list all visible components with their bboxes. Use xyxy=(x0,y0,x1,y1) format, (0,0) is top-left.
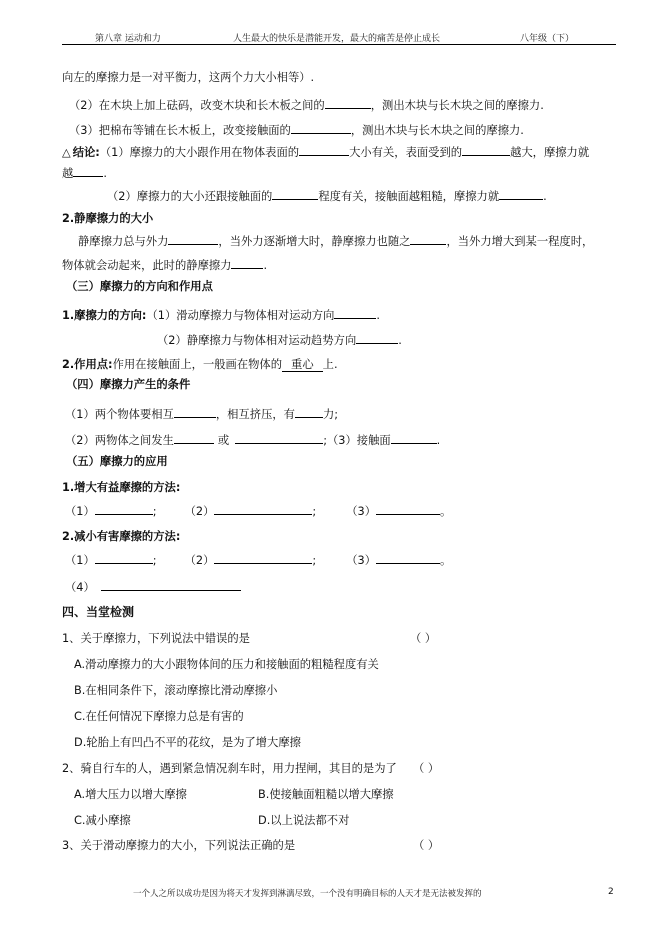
blank-field[interactable] xyxy=(291,122,351,134)
option: B.使接触面粗糙以增大摩擦 xyxy=(258,788,394,801)
option: A.滑动摩擦力的大小跟物体间的压力和接触面的粗糙程度有关 xyxy=(74,658,379,671)
text-line: （2）摩擦力的大小还跟接触面的 程度有关，接触面越粗糙，摩擦力就 . xyxy=(107,190,547,203)
header-grade: 八年级（下） xyxy=(520,34,575,44)
blank-field[interactable] xyxy=(334,307,376,319)
blank-field[interactable] xyxy=(376,552,440,564)
blank-field[interactable] xyxy=(95,503,153,515)
text-line: （1）两个物体要相互 ，相互挤压，有 力; xyxy=(65,408,339,421)
section-heading: 1.增大有益摩擦的方法: xyxy=(62,481,181,494)
option: C.减小摩擦 xyxy=(74,814,131,827)
blank-field[interactable] xyxy=(299,144,349,156)
blank-field[interactable] xyxy=(168,233,218,245)
text-line: （4） xyxy=(65,579,241,595)
text-line: 静摩擦力总与外力 ，当外力逐渐增大时，静摩擦力也随之 ，当外力增大到某一程度时， xyxy=(78,235,594,248)
conclusion-label: 结论: xyxy=(72,146,100,159)
question: 3、关于滑动摩擦力的大小，下列说法正确的是 xyxy=(62,839,296,852)
text-line: 物体就会动起来，此时的静摩擦力 . xyxy=(62,259,268,272)
option: A.增大压力以增大摩擦 xyxy=(74,788,187,801)
blank-field[interactable] xyxy=(214,503,312,515)
blank-field[interactable] xyxy=(499,188,543,200)
text-line: （3）把棉布等铺在长木板上，改变接触面的 ，测出木块与长木块之间的摩擦力. xyxy=(69,124,524,137)
blank-field[interactable] xyxy=(174,406,216,418)
header-divider xyxy=(62,44,616,45)
blank-field[interactable] xyxy=(410,233,446,245)
section-heading: 2.静摩擦力的大小 xyxy=(62,212,154,225)
section-heading: （四）摩擦力产生的条件 xyxy=(66,378,191,391)
blank-field[interactable] xyxy=(73,165,103,177)
blank-field[interactable] xyxy=(214,552,312,564)
answer-paren: （ ） xyxy=(413,762,440,775)
header-chapter: 第八章 运动和力 xyxy=(95,34,161,44)
blank-field[interactable] xyxy=(391,432,437,444)
text-line: （1） ; （2） ; （3） 。 xyxy=(65,554,452,567)
blank-field[interactable] xyxy=(231,257,263,269)
page-number: 2 xyxy=(608,887,614,897)
option: D.以上说法都不对 xyxy=(258,814,350,827)
blank-field[interactable] xyxy=(174,432,214,444)
text-line: 向左的摩擦力是一对平衡力，这两个力大小相等）. xyxy=(62,71,315,84)
blank-field[interactable] xyxy=(295,406,323,418)
option: D.轮胎上有凹凸不平的花纹，是为了增大摩擦 xyxy=(74,736,301,749)
section-heading: （五）摩擦力的应用 xyxy=(66,455,168,468)
option: B.在相同条件下，滚动摩擦比滑动摩擦小 xyxy=(74,684,278,697)
blank-field[interactable] xyxy=(462,144,510,156)
section-heading: 四、当堂检测 xyxy=(62,605,135,619)
text-line: 越 . xyxy=(62,167,107,180)
answer-paren: （ ） xyxy=(413,839,440,852)
blank-field[interactable] xyxy=(235,432,323,444)
triangle-icon: △ xyxy=(62,146,71,159)
page-header xyxy=(0,31,661,45)
question: 2、骑自行车的人，遇到紧急情况刹车时，用力捏闸，其目的是为了 xyxy=(62,762,397,775)
footer-motto: 一个人之所以成功是因为将天才发挥到淋漓尽致，一个没有明确目标的人天才是无法被发挥的 xyxy=(133,889,482,899)
text-line: （1） ; （2） ; （3） 。 xyxy=(65,505,452,518)
section-heading: （三）摩擦力的方向和作用点 xyxy=(66,280,213,293)
text-line: 2.作用点:作用在接触面上，一般画在物体的 重心 上. xyxy=(62,358,338,371)
text-line: （2）在木块上加上砝码，改变木块和长木板之间的 ，测出木块与长木块之间的摩擦力. xyxy=(69,99,544,112)
blank-field[interactable] xyxy=(325,97,371,109)
text-line: △ 结论:（1）摩擦力的大小跟作用在物体表面的 大小有关，表面受到的 越大，摩擦力就 xyxy=(62,146,590,159)
text-line: 1.摩擦力的方向:（1）滑动摩擦力与物体相对运动方向 . xyxy=(62,309,380,322)
blank-field[interactable] xyxy=(356,332,398,344)
header-motto: 人生最大的快乐是潜能开发，最大的痛苦是停止成长 xyxy=(233,34,441,44)
blank-field[interactable] xyxy=(376,503,440,515)
section-heading: 2.减小有害摩擦的方法: xyxy=(62,530,181,543)
text-line: （2）两物体之间发生 或 ;（3）接触面 . xyxy=(65,434,441,447)
option: C.在任何情况下摩擦力总是有害的 xyxy=(74,710,244,723)
blank-field[interactable] xyxy=(95,552,153,564)
answer-paren: （ ） xyxy=(410,632,437,645)
text-line: （2）静摩擦力与物体相对运动趋势方向 . xyxy=(157,334,402,347)
blank-field[interactable] xyxy=(101,579,241,591)
answer-center-of-gravity: 重心 xyxy=(282,358,323,372)
question: 1、关于摩擦力，下列说法中错误的是 xyxy=(62,632,250,645)
blank-field[interactable] xyxy=(272,188,318,200)
